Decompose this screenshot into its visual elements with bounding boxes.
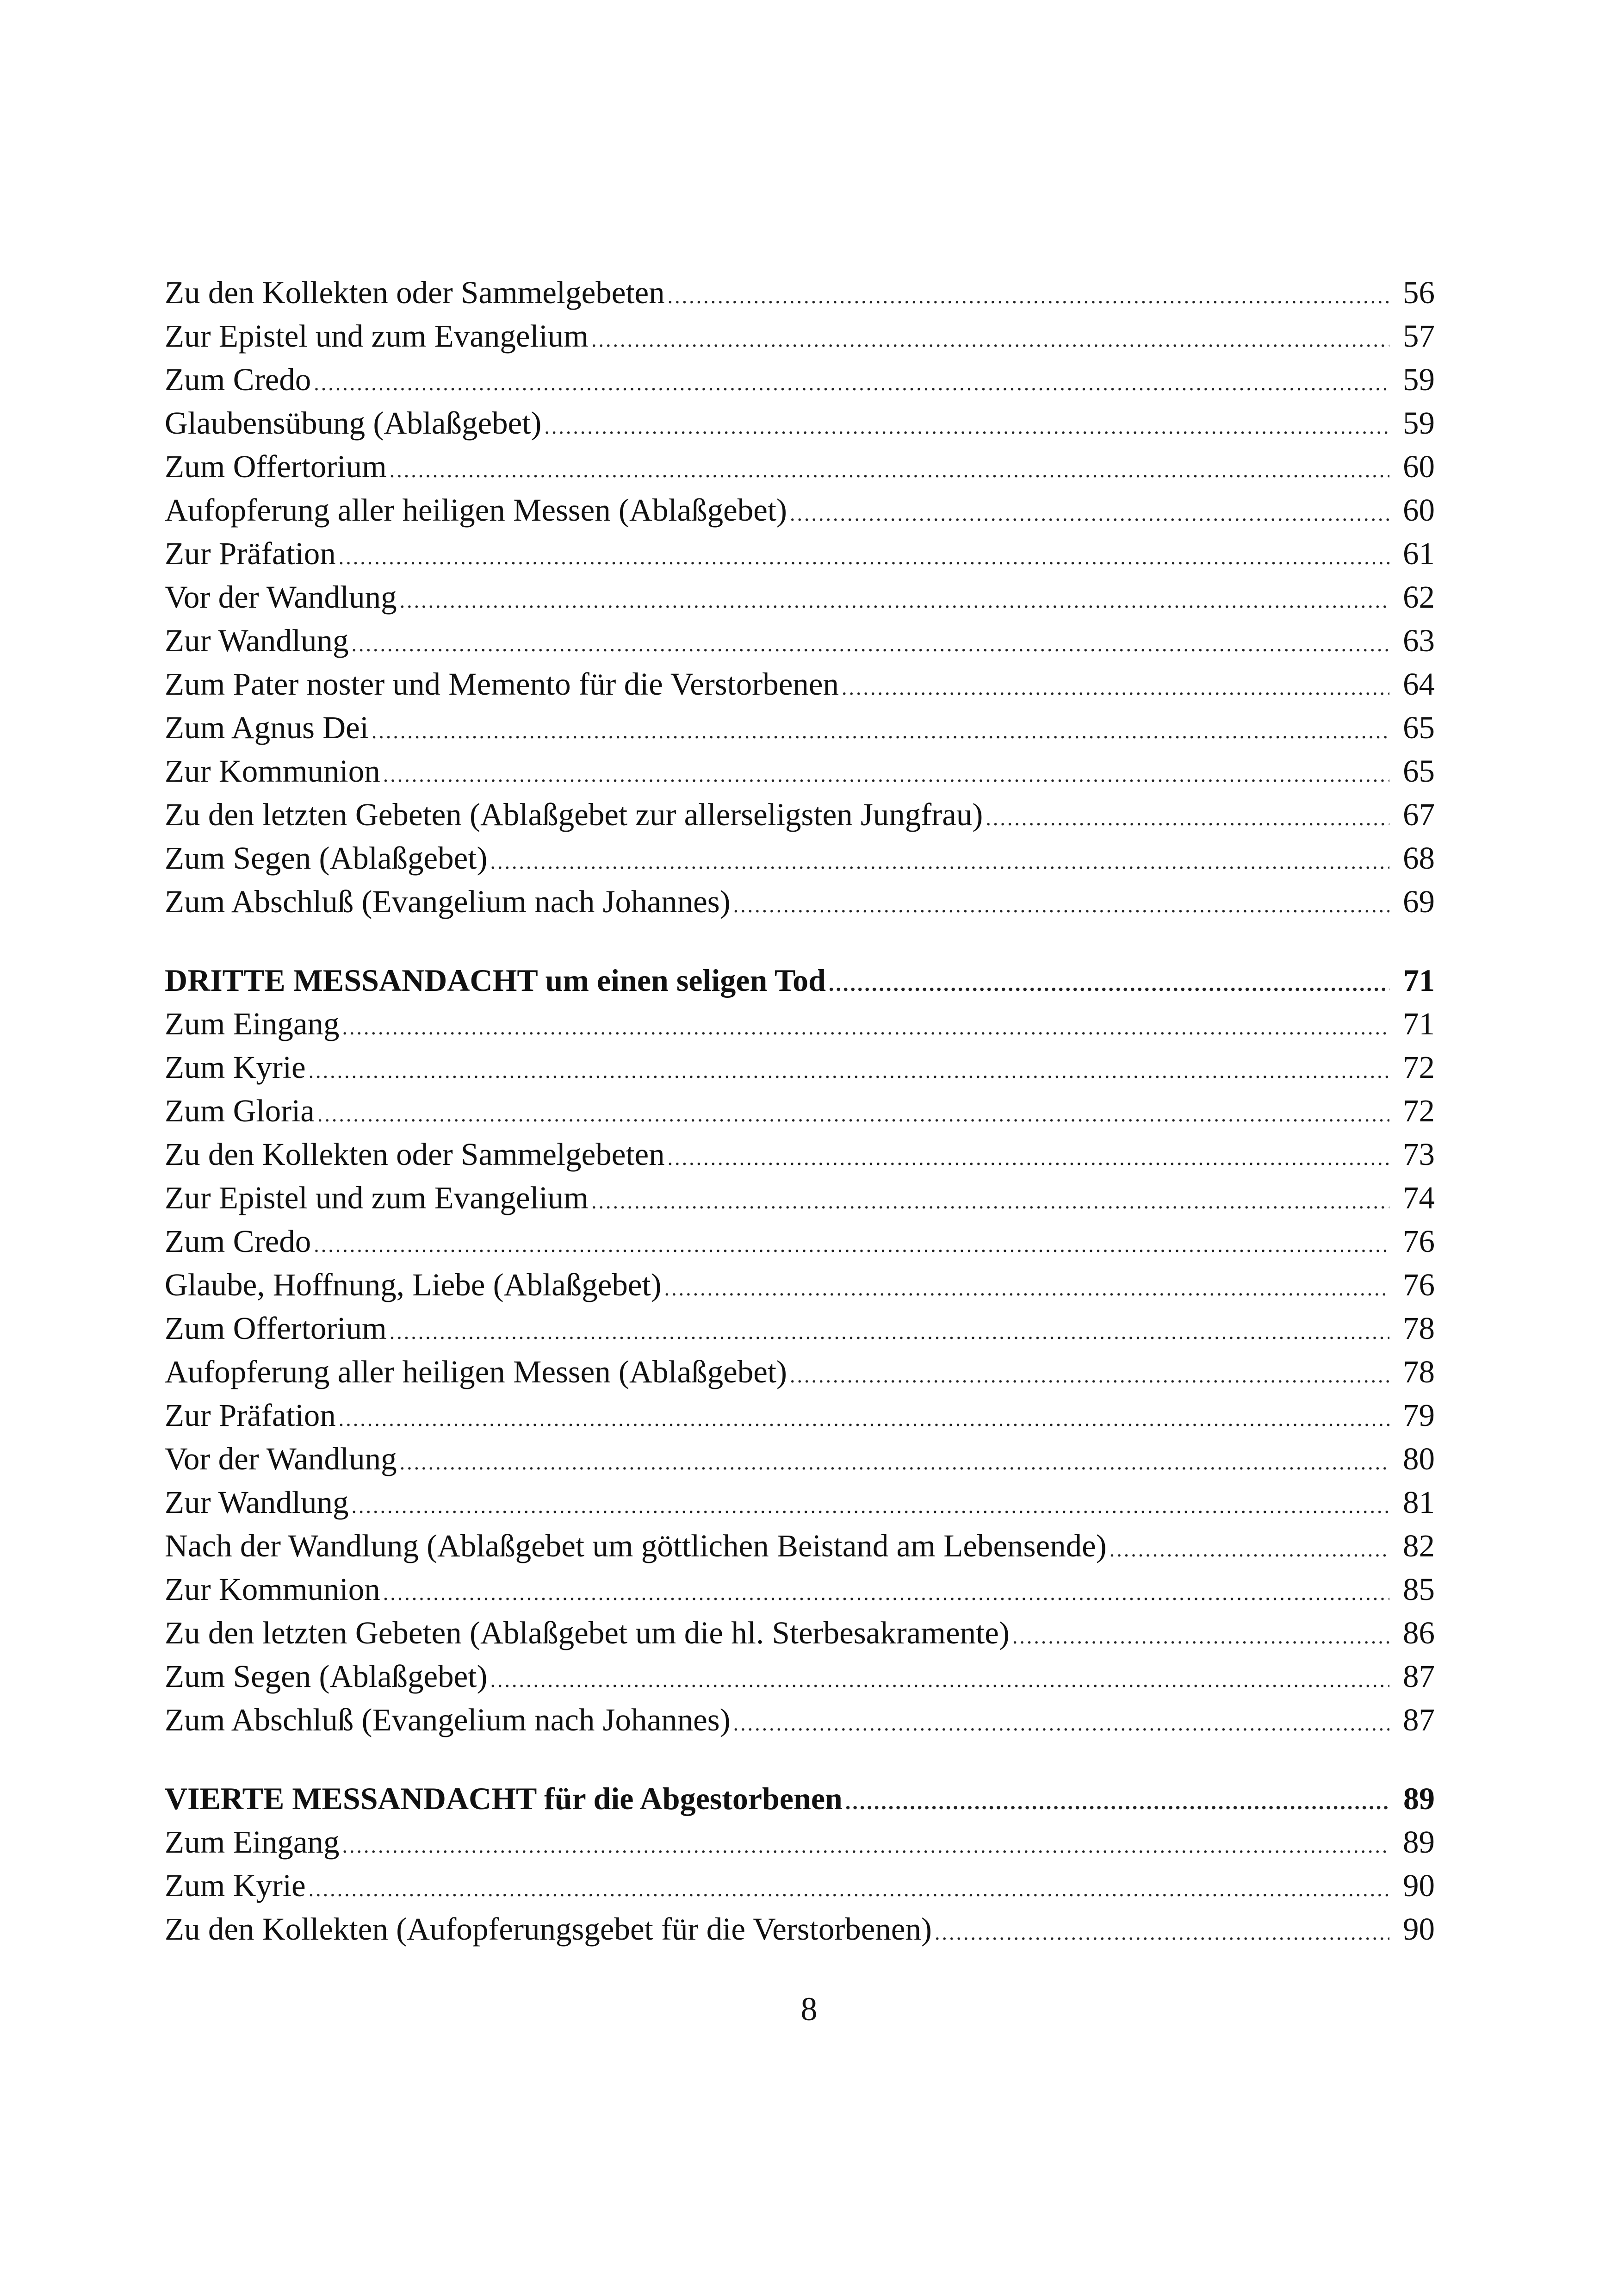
toc-entry xyxy=(165,1437,1435,1481)
toc-entry-title: Zur Präfation xyxy=(165,536,336,571)
toc-entry xyxy=(165,793,1435,836)
toc-entry xyxy=(165,1176,1435,1220)
toc-entry-title: Zum Agnus Dei xyxy=(165,710,369,745)
toc-entry xyxy=(165,1611,1435,1655)
toc-entry-title: Zum Eingang xyxy=(165,1824,340,1860)
dot-leader xyxy=(314,361,1389,405)
dot-leader xyxy=(390,1310,1389,1354)
toc-entry-title: Zu den Kollekten oder Sammelgebeten xyxy=(165,1137,665,1172)
page-number-footer: 8 xyxy=(800,1991,818,2028)
toc-entry-page-number: 72 xyxy=(1403,1050,1435,1085)
toc-entry xyxy=(165,532,1435,575)
dot-leader xyxy=(342,1006,1389,1049)
toc-entry-page-number: 78 xyxy=(1403,1311,1435,1346)
dot-leader xyxy=(842,666,1389,709)
toc-entry xyxy=(165,1089,1435,1132)
toc-entry-page-number: 64 xyxy=(1403,666,1435,702)
dot-leader xyxy=(309,1867,1389,1911)
toc-entry xyxy=(165,1907,1435,1951)
toc-entry-title: Zum Kyrie xyxy=(165,1050,306,1085)
toc-entry-page-number: 67 xyxy=(1403,797,1435,832)
toc-entry-page-number: 74 xyxy=(1403,1180,1435,1215)
toc-entry xyxy=(165,1698,1435,1742)
toc-entry-title: Zum Segen (Ablaßgebet) xyxy=(165,1659,488,1694)
dot-leader xyxy=(664,1267,1389,1310)
toc-entry-page-number: 60 xyxy=(1403,449,1435,484)
dot-leader xyxy=(1012,1615,1389,1658)
toc-entry-page-number: 78 xyxy=(1403,1354,1435,1389)
toc-entry xyxy=(165,749,1435,793)
toc-entry-page-number: 65 xyxy=(1403,753,1435,789)
dot-leader xyxy=(339,535,1389,579)
toc-entry-title: Zum Credo xyxy=(165,362,311,397)
toc-entry-title: Aufopferung aller heiligen Messen (Ablaßgebet) xyxy=(165,1354,787,1389)
toc-entry-title: Zum Abschluß (Evangelium nach Johannes) xyxy=(165,884,731,919)
toc-entry-page-number: 72 xyxy=(1403,1093,1435,1128)
dot-leader xyxy=(490,840,1389,884)
dot-leader xyxy=(668,1136,1389,1180)
dot-leader xyxy=(935,1911,1389,1954)
toc-section xyxy=(165,1777,1435,1951)
toc-entry-page-number: 68 xyxy=(1403,840,1435,876)
toc-heading-entry xyxy=(165,1777,1435,1820)
toc-entry-page-number: 76 xyxy=(1403,1224,1435,1259)
table-of-contents xyxy=(165,271,1435,1951)
toc-entry-page-number: 89 xyxy=(1403,1781,1435,1816)
toc-entry-title: Aufopferung aller heiligen Messen (Ablaßgebet) xyxy=(165,492,787,528)
dot-leader xyxy=(668,274,1389,318)
toc-entry-page-number: 60 xyxy=(1403,492,1435,528)
toc-entry xyxy=(165,1481,1435,1524)
toc-entry-page-number: 65 xyxy=(1403,710,1435,745)
dot-leader xyxy=(490,1658,1389,1702)
toc-entry-title: Glaubensübung (Ablaßgebet) xyxy=(165,405,542,441)
toc-entry-title: Nach der Wandlung (Ablaßgebet um göttlichen Beistand am Lebensende) xyxy=(165,1528,1107,1563)
toc-entry xyxy=(165,1263,1435,1307)
toc-entry-page-number: 56 xyxy=(1403,275,1435,310)
toc-entry xyxy=(165,575,1435,619)
toc-entry xyxy=(165,662,1435,706)
toc-entry-title: Zu den Kollekten (Aufopferungsgebet für die Verstorbenen) xyxy=(165,1911,932,1947)
dot-leader xyxy=(544,405,1389,448)
dot-leader xyxy=(1110,1528,1389,1571)
toc-entry xyxy=(165,1568,1435,1611)
toc-entry xyxy=(165,1350,1435,1394)
dot-leader xyxy=(383,753,1389,796)
toc-entry xyxy=(165,445,1435,488)
dot-leader xyxy=(352,622,1389,666)
toc-entry xyxy=(165,488,1435,532)
toc-entry-page-number: 90 xyxy=(1403,1911,1435,1947)
toc-entry-page-number: 82 xyxy=(1403,1528,1435,1563)
toc-entry xyxy=(165,401,1435,445)
toc-entry-page-number: 81 xyxy=(1403,1485,1435,1520)
toc-entry-page-number: 69 xyxy=(1403,884,1435,919)
toc-entry-page-number: 89 xyxy=(1403,1824,1435,1860)
toc-entry-title: Vor der Wandlung xyxy=(165,579,397,615)
toc-entry-page-number: 73 xyxy=(1403,1137,1435,1172)
toc-section xyxy=(165,958,1435,1742)
toc-entry xyxy=(165,1307,1435,1350)
toc-entry xyxy=(165,1655,1435,1698)
toc-entry-page-number: 76 xyxy=(1403,1267,1435,1302)
toc-entry-title: Zum Kyrie xyxy=(165,1868,306,1903)
toc-entry xyxy=(165,1394,1435,1437)
dot-leader xyxy=(790,492,1389,535)
toc-entry-page-number: 59 xyxy=(1403,405,1435,441)
toc-entry-title: Zum Gloria xyxy=(165,1093,315,1128)
toc-entry xyxy=(165,314,1435,358)
toc-entry-title: Glaube, Hoffnung, Liebe (Ablaßgebet) xyxy=(165,1267,662,1302)
toc-entry-title: Zum Segen (Ablaßgebet) xyxy=(165,840,488,876)
dot-leader xyxy=(314,1223,1389,1267)
dot-leader xyxy=(790,1354,1389,1397)
toc-entry-page-number: 71 xyxy=(1403,963,1435,998)
dot-leader xyxy=(591,1180,1389,1223)
toc-entry xyxy=(165,1045,1435,1089)
dot-leader xyxy=(352,1484,1389,1528)
toc-entry-title: Zur Epistel und zum Evangelium xyxy=(165,1180,589,1215)
toc-entry-title: Zur Wandlung xyxy=(165,1485,349,1520)
toc-entry-title: Vor der Wandlung xyxy=(165,1441,397,1476)
toc-entry-title: Zu den letzten Gebeten (Ablaßgebet um die hl. Sterbesakramente) xyxy=(165,1615,1010,1650)
dot-leader xyxy=(372,709,1389,753)
toc-entry xyxy=(165,836,1435,880)
toc-entry xyxy=(165,619,1435,662)
toc-entry-title: VIERTE MESSANDACHT für die Abgestorbenen xyxy=(165,1781,843,1816)
toc-entry-page-number: 86 xyxy=(1403,1615,1435,1650)
toc-entry xyxy=(165,1002,1435,1045)
dot-leader xyxy=(400,1441,1389,1484)
dot-leader xyxy=(309,1049,1389,1093)
toc-entry-title: DRITTE MESSANDACHT um einen seligen Tod xyxy=(165,963,826,998)
dot-leader xyxy=(400,579,1389,622)
toc-entry-page-number: 61 xyxy=(1403,536,1435,571)
toc-entry-page-number: 90 xyxy=(1403,1868,1435,1903)
toc-entry-page-number: 57 xyxy=(1403,318,1435,354)
dot-leader xyxy=(383,1571,1389,1615)
dot-leader xyxy=(845,1780,1389,1824)
toc-entry-title: Zur Präfation xyxy=(165,1398,336,1433)
toc-entry-title: Zur Kommunion xyxy=(165,753,380,789)
dot-leader xyxy=(317,1093,1389,1136)
dot-leader xyxy=(986,796,1389,840)
toc-entry xyxy=(165,358,1435,401)
toc-entry-page-number: 71 xyxy=(1403,1006,1435,1041)
toc-entry-page-number: 59 xyxy=(1403,362,1435,397)
toc-heading-entry xyxy=(165,958,1435,1002)
dot-leader xyxy=(733,1702,1389,1745)
toc-entry xyxy=(165,1220,1435,1263)
toc-entry-title: Zum Offertorium xyxy=(165,449,387,484)
toc-entry xyxy=(165,1820,1435,1864)
toc-section xyxy=(165,271,1435,923)
toc-entry xyxy=(165,1132,1435,1176)
toc-entry xyxy=(165,706,1435,749)
toc-entry-page-number: 85 xyxy=(1403,1572,1435,1607)
toc-entry-title: Zur Kommunion xyxy=(165,1572,380,1607)
toc-entry xyxy=(165,1864,1435,1907)
toc-entry xyxy=(165,880,1435,923)
dot-leader xyxy=(339,1397,1389,1441)
dot-leader xyxy=(733,884,1389,927)
toc-entry xyxy=(165,271,1435,314)
dot-leader xyxy=(829,962,1389,1006)
toc-entry-page-number: 62 xyxy=(1403,579,1435,615)
toc-entry-page-number: 63 xyxy=(1403,623,1435,658)
toc-entry-page-number: 80 xyxy=(1403,1441,1435,1476)
toc-entry-title: Zur Wandlung xyxy=(165,623,349,658)
dot-leader xyxy=(591,318,1389,361)
toc-entry-title: Zu den letzten Gebeten (Ablaßgebet zur allerseligsten Jungfrau) xyxy=(165,797,983,832)
toc-entry-page-number: 87 xyxy=(1403,1702,1435,1737)
dot-leader xyxy=(342,1824,1389,1867)
toc-entry-title: Zum Offertorium xyxy=(165,1311,387,1346)
toc-entry-title: Zum Eingang xyxy=(165,1006,340,1041)
toc-entry-title: Zum Pater noster und Memento für die Verstorbenen xyxy=(165,666,839,702)
toc-entry-title: Zu den Kollekten oder Sammelgebeten xyxy=(165,275,665,310)
toc-entry-title: Zur Epistel und zum Evangelium xyxy=(165,318,589,354)
toc-entry xyxy=(165,1524,1435,1568)
toc-entry-page-number: 79 xyxy=(1403,1398,1435,1433)
dot-leader xyxy=(390,448,1389,492)
toc-entry-page-number: 87 xyxy=(1403,1659,1435,1694)
toc-entry-title: Zum Credo xyxy=(165,1224,311,1259)
toc-entry-title: Zum Abschluß (Evangelium nach Johannes) xyxy=(165,1702,731,1737)
